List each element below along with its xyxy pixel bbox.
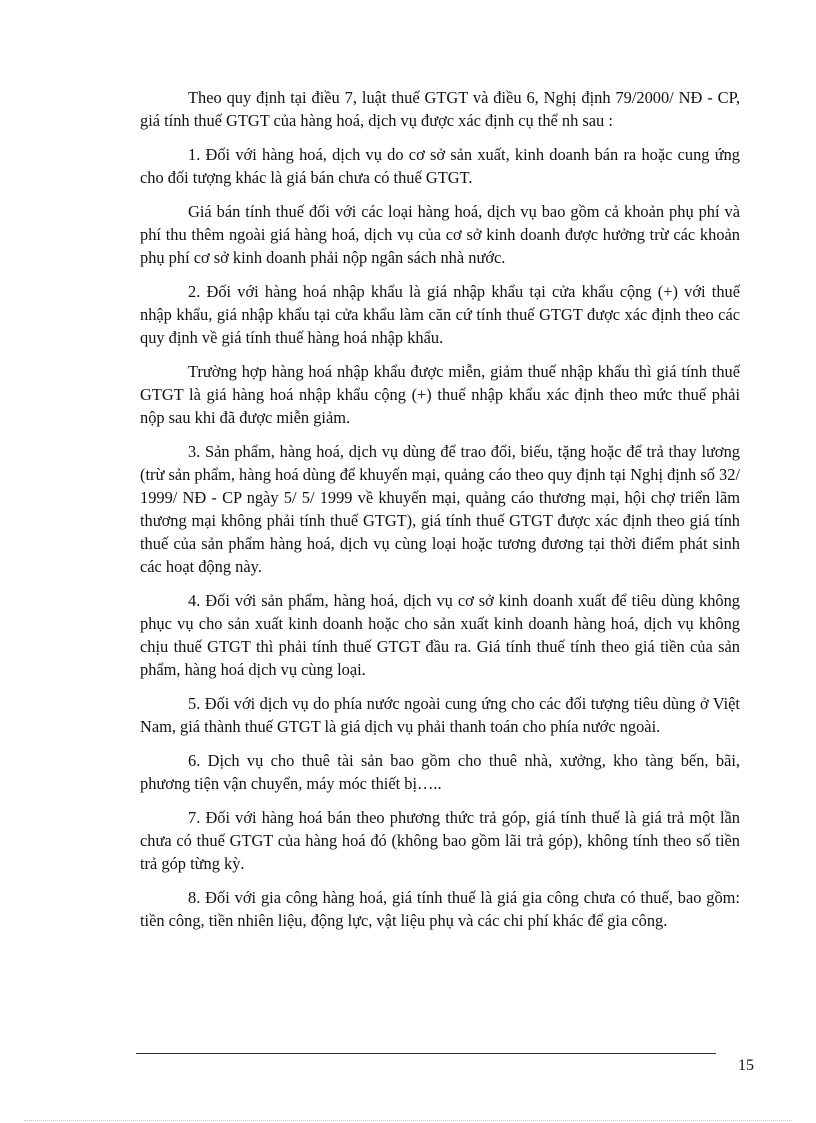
paragraph-item-1: 1. Đối với hàng hoá, dịch vụ do cơ sở sản xuất, kinh doanh bán ra hoặc cung ứng cho đối tượng khác là giá bán chưa có thuế GTGT. xyxy=(140,145,740,187)
paragraph-item-2: 2. Đối với hàng hoá nhập khẩu là giá nhập khẩu tại cửa khẩu cộng (+) với thuế nhập khẩu, giá nhập khẩu tại cửa khẩu làm căn cứ tính thuế GTGT được xác định theo các quy định về giá tính thuế hàng hoá nhập khẩu. xyxy=(140,282,740,347)
body-text xyxy=(140,86,740,943)
paragraph-item-8: 8. Đối với gia công hàng hoá, giá tính thuế là giá gia công chưa có thuế, bao gồm: tiền công, tiền nhiên liệu, động lực, vật liệu phụ và các chi phí khác để gia công. xyxy=(140,888,740,930)
footer-divider xyxy=(136,1053,716,1054)
paragraph-intro: Theo quy định tại điều 7, luật thuế GTGT và điều 6, Nghị định 79/2000/ NĐ - CP, giá tính thuế GTGT của hàng hoá, dịch vụ được xác định cụ thể nh sau : xyxy=(140,88,740,130)
page-number: 15 xyxy=(738,1057,754,1074)
paragraph-item-6: 6. Dịch vụ cho thuê tài sản bao gồm cho thuê nhà, xưởng, kho tàng bến, bãi, phương tiện vận chuyển, máy móc thiết bị….. xyxy=(140,751,740,793)
paragraph-item-1-detail: Giá bán tính thuế đối với các loại hàng hoá, dịch vụ bao gồm cả khoản phụ phí và phí thu thêm ngoài giá hàng hoá, dịch vụ của cơ sở kinh doanh được hưởng trừ các khoản phụ phí cơ sở kinh doanh phải nộp ngân sách nhà nước. xyxy=(140,202,740,267)
page-edge-divider xyxy=(24,1120,792,1121)
paragraph-item-3: 3. Sản phẩm, hàng hoá, dịch vụ dùng để trao đổi, biếu, tặng hoặc để trả thay lương (trừ sản phẩm, hàng hoá dùng để khuyến mại, quảng cáo theo quy định tại Nghị định số 32/ 1999/ NĐ - CP ngày 5/ 5/ 1999 về khuyến mại, quảng cáo thương mại, hội chợ triển lãm thương mại không phải tính thuế GTGT), giá tính thuế GTGT được xác định theo giá tính thuế của sản phẩm hàng hoá, dịch vụ cùng loại hoặc tương đương tại thời điểm phát sinh các hoạt động này. xyxy=(140,442,740,576)
paragraph-item-7: 7. Đối với hàng hoá bán theo phương thức trả góp, giá tính thuế là giá trả một lần chưa có thuế GTGT của hàng hoá đó (không bao gồm lãi trả góp), không tính theo số tiền trả góp từng kỳ. xyxy=(140,808,740,873)
paragraph-item-2-detail: Trường hợp hàng hoá nhập khẩu được miễn, giảm thuế nhập khẩu thì giá tính thuế GTGT là giá hàng hoá nhập khẩu cộng (+) thuế nhập khẩu xác định theo mức thuế phải nộp sau khi đã được miễn giảm. xyxy=(140,362,740,427)
paragraph-item-4: 4. Đối với sản phẩm, hàng hoá, dịch vụ cơ sở kinh doanh xuất để tiêu dùng không phục vụ cho sản xuất kinh doanh hoặc cho sản xuất kinh doanh hàng hoá, dịch vụ không chịu thuế GTGT thì phải tính thuế GTGT đầu ra. Giá tính thuế tính theo giá tiền của sản phẩm, hàng hoá dịch vụ cùng loại. xyxy=(140,591,740,679)
paragraph-item-5: 5. Đối với dịch vụ do phía nước ngoài cung ứng cho các đối tượng tiêu dùng ở Việt Nam, giá thành thuế GTGT là giá dịch vụ phải thanh toán cho phía nước ngoài. xyxy=(140,694,740,736)
